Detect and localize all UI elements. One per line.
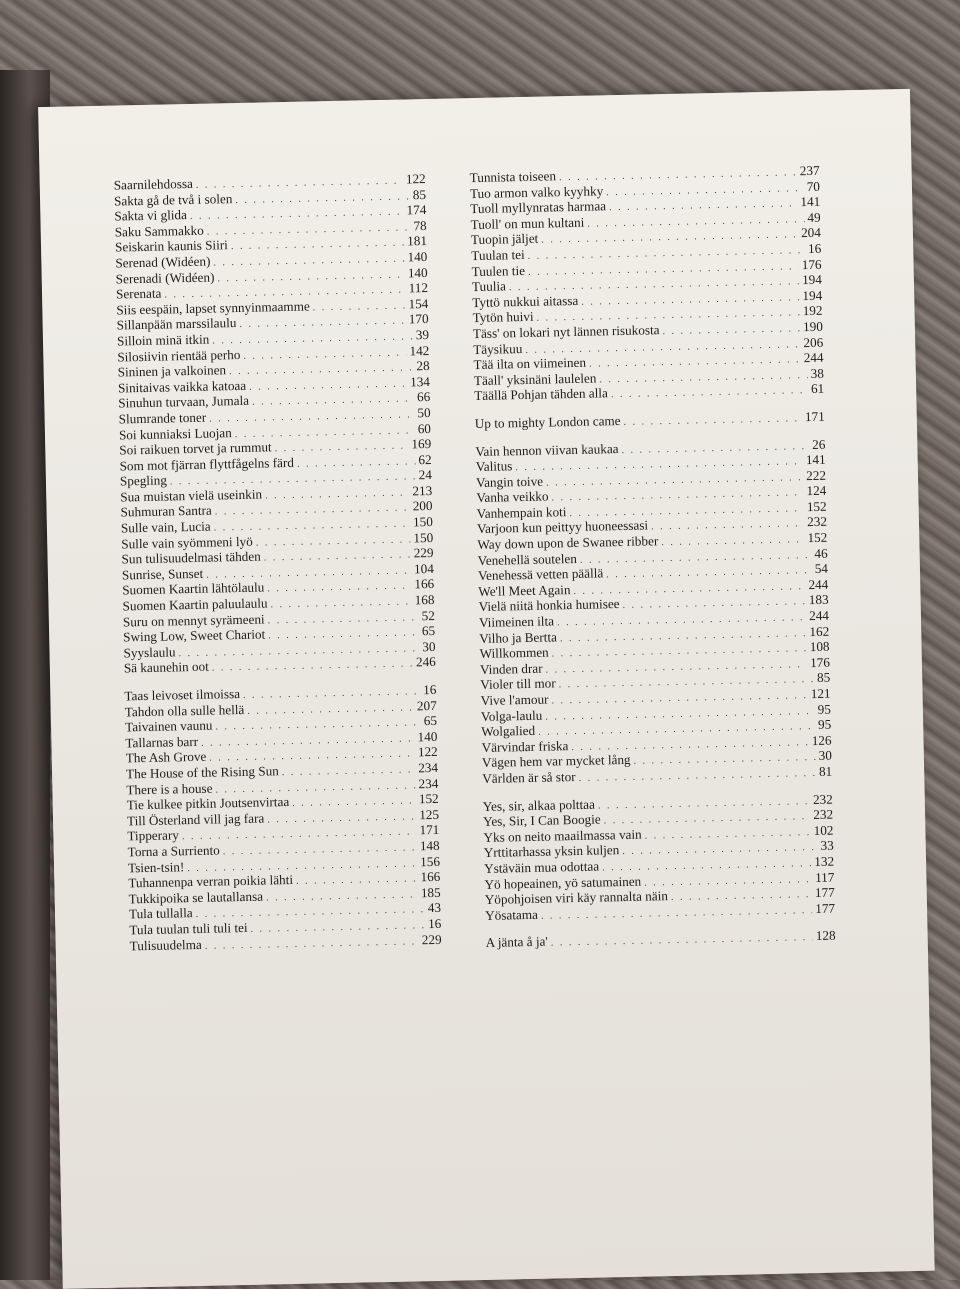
entry-page-number: 140 xyxy=(417,728,438,745)
dot-leader xyxy=(611,385,808,400)
index-entry xyxy=(486,928,836,951)
entry-page-number: 134 xyxy=(409,373,431,390)
entry-title: Vilho ja Bertta xyxy=(479,629,558,646)
entry-page-number: 192 xyxy=(802,303,823,319)
entry-title: Täss' on lokari nyt lännen risukosta xyxy=(472,322,660,342)
entry-page-number: 229 xyxy=(421,931,442,947)
entry-title: Yes, Sir, I Can Boogie xyxy=(482,811,601,830)
entry-title: Tuo armon valko kyyhky xyxy=(469,182,604,201)
dot-leader xyxy=(579,768,817,784)
entry-page-number: 181 xyxy=(407,233,428,249)
entry-title: Till Österland vill jag fara xyxy=(126,810,265,829)
entry-page-number: 78 xyxy=(413,217,427,234)
entry-page-number: 16 xyxy=(423,681,437,698)
entry-title: Sunrise, Sunset xyxy=(121,565,204,583)
entry-page-number: 128 xyxy=(815,927,836,944)
dot-leader xyxy=(212,659,413,674)
entry-title: Siis eespäin, lapset synnyinmaamme xyxy=(116,298,310,318)
entry-page-number: 150 xyxy=(412,514,434,530)
entry-title: Wolgalied xyxy=(481,723,536,740)
entry-title: Tula tuulan tuli tuli tei xyxy=(129,919,248,938)
entry-title: Tunnista toiseen xyxy=(469,168,557,186)
entry-page-number: 108 xyxy=(809,638,830,655)
entry-title: Täysikuu xyxy=(473,340,523,357)
entry-title: Soi kunniaksi Luojan xyxy=(118,424,232,443)
entry-title: There is a house xyxy=(126,780,213,797)
entry-page-number: 162 xyxy=(809,623,830,639)
entry-title: Världen är så stor xyxy=(482,768,576,786)
entry-page-number: 194 xyxy=(801,271,823,288)
entry-page-number: 121 xyxy=(810,685,831,702)
entry-page-number: 176 xyxy=(809,654,831,670)
index-entry xyxy=(475,409,825,432)
entry-title: Täall' yksinäni laulelen xyxy=(473,370,597,388)
entry-page-number: 50 xyxy=(417,404,431,421)
entry-title: Sakta vi glida xyxy=(114,207,188,224)
entry-title: We'll Meet Again xyxy=(478,581,571,599)
entry-page-number: 150 xyxy=(413,529,434,546)
entry-page-number: 39 xyxy=(415,326,430,343)
entry-title: Yöpohjoisen viri käy rannalta näin xyxy=(484,888,669,908)
entry-page-number: 49 xyxy=(807,209,821,225)
index-group xyxy=(114,171,436,676)
entry-title: Som mot fjärran flyttfågelns färd xyxy=(119,454,295,474)
entry-title: Sillanpään marssilaulu xyxy=(116,315,237,333)
entry-title: Vinden drar xyxy=(479,660,543,677)
entry-title: Spegling xyxy=(119,472,167,489)
entry-title: Tää ilta on viimeinen xyxy=(473,354,587,373)
entry-title: Ystäväin mua odottaa xyxy=(483,858,600,876)
entry-page-number: 52 xyxy=(421,607,435,623)
entry-page-number: 85 xyxy=(816,670,831,686)
entry-page-number: 166 xyxy=(420,869,441,885)
entry-title: Tulisuudelma xyxy=(129,936,202,953)
entry-title: Tuoll' on mun kultani xyxy=(470,214,585,232)
entry-page-number: 183 xyxy=(808,592,829,608)
entry-page-number: 222 xyxy=(806,467,827,483)
entry-title: Silloin minä itkin xyxy=(116,331,210,349)
entry-page-number: 244 xyxy=(808,607,830,624)
entry-title: Tula tullalla xyxy=(128,905,193,922)
dot-leader xyxy=(541,905,813,922)
entry-page-number: 38 xyxy=(810,365,824,381)
entry-page-number: 102 xyxy=(813,822,834,838)
index-group xyxy=(124,682,441,954)
entry-page-number: 112 xyxy=(408,280,429,296)
index-group xyxy=(475,436,832,786)
entry-title: Venehessä vetten päällä xyxy=(477,565,604,584)
entry-title: Sinuhun turvaan, Jumala xyxy=(118,393,250,411)
entry-title: Yrttitarhassa yksin kuljen xyxy=(483,842,620,861)
entry-title: Varjoon kun peittyy huoneessasi xyxy=(476,517,649,537)
entry-page-number: 177 xyxy=(814,884,835,901)
entry-title: Sulle vain, Lucia xyxy=(120,518,211,536)
entry-title: Tahdon olla sulle hellä xyxy=(124,701,245,720)
entry-title: Saku Sammakko xyxy=(114,222,204,240)
entry-page-number: 81 xyxy=(818,763,833,779)
entry-title: Willkommen xyxy=(479,644,549,662)
entry-title: Viimeinen ilta xyxy=(478,613,555,631)
entry-page-number: 232 xyxy=(812,791,833,807)
entry-title: Sua muistan vielä useinkin xyxy=(120,486,263,505)
entry-title: Tuulia xyxy=(471,278,507,295)
entry-page-number: 194 xyxy=(802,287,823,303)
entry-title: Vain hennon viivan kaukaa xyxy=(475,440,619,459)
entry-title: Violer till mor xyxy=(480,675,556,693)
entry-page-number: 16 xyxy=(807,240,822,257)
entry-title: The House of the Rising Sun xyxy=(125,763,279,782)
entry-page-number: 190 xyxy=(802,318,824,335)
dot-leader xyxy=(623,413,802,428)
entry-page-number: 207 xyxy=(416,697,437,713)
entry-title: Syyslaulu xyxy=(123,644,176,661)
entry-page-number: 232 xyxy=(813,806,834,823)
entry-page-number: 213 xyxy=(412,482,433,499)
entry-page-number: 204 xyxy=(800,225,822,241)
entry-page-number: 122 xyxy=(417,744,438,760)
entry-page-number: 62 xyxy=(418,451,432,467)
entry-title: A jänta å ja' xyxy=(485,933,548,951)
entry-page-number: 246 xyxy=(415,654,436,670)
entry-page-number: 125 xyxy=(419,806,440,823)
entry-page-number: 200 xyxy=(412,498,433,514)
entry-title: Torna a Surriento xyxy=(127,842,220,860)
entry-title: Suhmuran Santra xyxy=(120,503,212,520)
entry-title: Sininen ja valkoinen xyxy=(117,362,227,380)
entry-page-number: 122 xyxy=(405,171,426,187)
entry-title: Sinitaivas vaikka katoaa xyxy=(117,377,247,396)
entry-title: Tsien-tsin! xyxy=(127,858,185,875)
entry-page-number: 46 xyxy=(814,545,828,561)
left-column xyxy=(114,171,442,965)
entry-page-number: 168 xyxy=(414,591,435,608)
entry-title: Tuopin jäljet xyxy=(470,231,539,248)
entry-page-number: 171 xyxy=(419,822,440,838)
dot-leader xyxy=(205,936,419,951)
entry-page-number: 24 xyxy=(418,467,433,483)
entry-page-number: 65 xyxy=(421,623,436,639)
entry-page-number: 33 xyxy=(820,837,834,854)
entry-page-number: 154 xyxy=(408,295,429,312)
entry-title: Venehellä soutelen xyxy=(477,550,578,568)
entry-page-number: 156 xyxy=(420,853,441,869)
entry-page-number: 206 xyxy=(803,334,824,350)
entry-title: Tuoll myllynratas harmaa xyxy=(470,198,607,217)
entry-title: Sulle vain syömmeni lyö xyxy=(121,533,253,552)
entry-page-number: 170 xyxy=(408,311,429,327)
entry-page-number: 104 xyxy=(413,560,434,577)
entry-title: Sun tulisuudelmasi tähden xyxy=(121,548,261,567)
entry-page-number: 152 xyxy=(418,791,439,807)
entry-title: Yö hopeainen, yö satumainen xyxy=(484,873,642,892)
entry-title: Suomen Kaartin lähtölaulu xyxy=(122,579,265,598)
entry-title: Way down upon de Swanee ribber xyxy=(477,533,659,553)
entry-title: Tallarnas barr xyxy=(125,733,199,751)
entry-page-number: 66 xyxy=(416,389,431,405)
entry-page-number: 140 xyxy=(407,264,428,280)
entry-title: Tytön huivi xyxy=(472,309,534,326)
entry-page-number: 229 xyxy=(413,545,434,561)
entry-page-number: 124 xyxy=(806,482,827,499)
entry-page-number: 70 xyxy=(806,178,821,194)
entry-title: Yösatama xyxy=(484,906,538,923)
entry-title: Täällä Pohjan tähden alla xyxy=(474,385,609,404)
entry-page-number: 126 xyxy=(811,732,832,748)
entry-page-number: 244 xyxy=(803,349,824,366)
entry-page-number: 166 xyxy=(414,576,435,592)
entry-title: Yes, sir, alkaa polttaa xyxy=(482,796,596,814)
entry-page-number: 28 xyxy=(416,358,430,374)
entry-page-number: 152 xyxy=(807,529,828,546)
right-column xyxy=(470,163,837,963)
entry-title: Värvindar friska xyxy=(481,737,569,755)
entry-page-number: 140 xyxy=(407,248,428,265)
entry-page-number: 152 xyxy=(806,498,827,514)
entry-title: Taas leivoset ilmoissa xyxy=(124,686,241,704)
entry-page-number: 30 xyxy=(818,748,833,764)
entry-page-number: 141 xyxy=(805,451,826,468)
entry-title: Tukkipoika se lautallansa xyxy=(128,888,264,907)
entry-title: Serenata xyxy=(115,285,162,302)
entry-page-number: 26 xyxy=(811,436,826,452)
entry-page-number: 177 xyxy=(815,900,836,916)
entry-page-number: 237 xyxy=(799,162,820,179)
entry-title: Suomen Kaartin paluulaulu xyxy=(122,595,268,614)
entry-title: Tie kulkee pitkin Joutsenvirtaa xyxy=(126,794,290,813)
entry-page-number: 95 xyxy=(817,701,832,717)
entry-title: Swing Low, Sweet Chariot xyxy=(123,626,266,645)
entry-title: Silosiivin rientää perho xyxy=(117,346,241,365)
entry-page-number: 65 xyxy=(423,713,438,729)
entry-page-number: 234 xyxy=(418,775,439,791)
entry-page-number: 85 xyxy=(412,186,427,202)
entry-page-number: 60 xyxy=(417,420,432,436)
entry-page-number: 16 xyxy=(427,915,442,932)
dot-leader xyxy=(313,300,406,313)
entry-page-number: 169 xyxy=(411,436,432,452)
entry-title: Saarnilehdossa xyxy=(113,175,193,193)
entry-title: Volga-laulu xyxy=(480,707,543,724)
entry-page-number: 117 xyxy=(814,869,835,885)
entry-title: Vägen hem var mycket lång xyxy=(481,752,631,771)
entry-page-number: 95 xyxy=(817,716,832,733)
entry-title: Tipperary xyxy=(127,827,180,844)
index-group xyxy=(486,928,836,951)
entry-title: Yks on neito maailmassa vain xyxy=(483,826,642,845)
entry-title: Taivainen vaunu xyxy=(124,717,213,735)
entry-page-number: 176 xyxy=(801,256,822,272)
entry-title: Seiskarin kaunis Siiri xyxy=(114,237,229,255)
entry-page-number: 171 xyxy=(804,408,825,425)
index-page xyxy=(38,89,935,1289)
index-group xyxy=(470,163,825,404)
entry-page-number: 185 xyxy=(420,884,441,901)
index-group xyxy=(475,409,825,432)
entry-title: Tuulen tie xyxy=(471,262,526,279)
entry-page-number: 141 xyxy=(800,193,821,210)
entry-title: Vanha veikko xyxy=(476,488,549,506)
entry-title: Soi raikuen torvet ja rummut xyxy=(119,439,272,458)
entry-page-number: 30 xyxy=(422,638,436,655)
entry-title: The Ash Grove xyxy=(125,749,207,766)
entry-page-number: 54 xyxy=(814,560,829,577)
dot-leader xyxy=(551,932,813,948)
entry-page-number: 148 xyxy=(419,837,440,854)
entry-title: Up to mighty London came xyxy=(474,412,621,431)
entry-title: Slumrande toner xyxy=(118,409,207,427)
entry-title: Serenad (Widéen) xyxy=(115,253,211,271)
entry-title: Vangin toive xyxy=(475,473,544,490)
entry-page-number: 61 xyxy=(810,381,825,397)
entry-title: Vive l'amour xyxy=(480,691,549,708)
entry-page-number: 244 xyxy=(808,576,829,592)
entry-title: Vielä niitä honkia humisee xyxy=(478,596,620,615)
entry-title: Sä kaunehin oot xyxy=(123,659,209,676)
entry-page-number: 174 xyxy=(406,202,427,218)
entry-title: Tyttö nukkui aitassa xyxy=(472,292,579,310)
entry-title: Tuhannenpa verran poikia lähti xyxy=(128,872,294,891)
entry-page-number: 232 xyxy=(807,514,828,530)
index-group xyxy=(483,791,836,923)
entry-title: Tuulan tei xyxy=(471,246,525,264)
entry-page-number: 234 xyxy=(418,759,439,776)
entry-page-number: 142 xyxy=(409,342,430,358)
entry-title: Suru on mennyt syrämeeni xyxy=(122,611,265,630)
entry-title: Valitus xyxy=(475,458,513,475)
entry-page-number: 43 xyxy=(427,900,442,916)
entry-title: Sakta gå de två i solen xyxy=(113,190,233,209)
entry-page-number: 132 xyxy=(814,853,835,869)
entry-title: Serenadi (Widéen) xyxy=(115,269,215,287)
entry-title: Vanhempain koti xyxy=(476,504,567,521)
